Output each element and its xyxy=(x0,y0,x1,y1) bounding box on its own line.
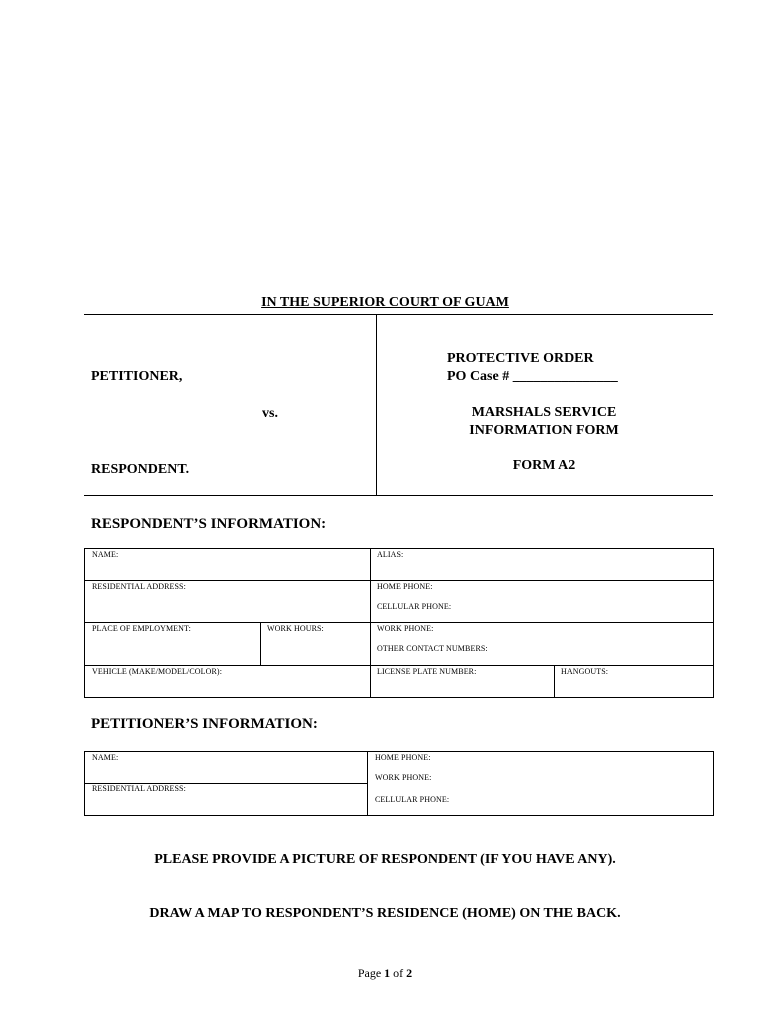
petitioner-work-phone-field[interactable] xyxy=(368,772,713,793)
respondent-employment-field[interactable] xyxy=(85,623,259,664)
form-code: FORM A2 xyxy=(512,458,576,473)
form-title-line-2: INFORMATION FORM xyxy=(469,423,619,438)
respondent-label: RESPONDENT. xyxy=(91,462,190,477)
petitioner-info-heading: PETITIONER’S INFORMATION: xyxy=(91,716,318,732)
respondent-cell-phone-label: CELLULAR PHONE: xyxy=(377,602,452,611)
form-title-line-1: MARSHALS SERVICE xyxy=(471,405,617,420)
petitioner-home-phone-field[interactable] xyxy=(368,752,713,772)
respondent-vehicle-label: VEHICLE (MAKE/MODEL/COLOR): xyxy=(92,667,223,676)
respondent-alias-label: ALIAS: xyxy=(377,550,404,559)
respondent-name-field[interactable] xyxy=(85,549,369,579)
respondent-work-phone-label: WORK PHONE: xyxy=(377,624,434,633)
respondent-hangouts-label: HANGOUTS: xyxy=(561,667,609,676)
respondent-cell-phone-field[interactable] xyxy=(371,601,713,621)
respondent-address-field[interactable] xyxy=(85,581,369,621)
petitioner-home-phone-label: HOME PHONE: xyxy=(375,753,431,762)
respondent-home-phone-label: HOME PHONE: xyxy=(377,582,433,591)
versus-label: vs. xyxy=(262,406,278,421)
respondent-work-hours-field[interactable] xyxy=(261,623,369,664)
respondent-vehicle-field[interactable] xyxy=(85,666,369,697)
petitioner-address-field[interactable] xyxy=(85,784,366,815)
page-number xyxy=(0,966,770,981)
order-title: PROTECTIVE ORDER xyxy=(447,351,594,366)
court-title: IN THE SUPERIOR COURT OF GUAM xyxy=(261,295,509,310)
respondent-license-plate-label: LICENSE PLATE NUMBER: xyxy=(377,667,477,676)
petitioner-name-label: NAME: xyxy=(92,753,119,762)
respondent-address-label: RESIDENTIAL ADDRESS: xyxy=(92,582,186,591)
petitioner-cell-phone-label: CELLULAR PHONE: xyxy=(375,795,450,804)
respondent-home-phone-field[interactable] xyxy=(371,581,713,601)
respondent-employment-label: PLACE OF EMPLOYMENT: xyxy=(92,624,191,633)
respondent-work-hours-label: WORK HOURS: xyxy=(267,624,324,633)
respondent-other-contact-label: OTHER CONTACT NUMBERS: xyxy=(377,644,488,653)
petitioner-name-field[interactable] xyxy=(85,752,366,782)
respondent-other-contact-field[interactable] xyxy=(371,643,713,664)
petitioner-address-label: RESIDENTIAL ADDRESS: xyxy=(92,784,186,793)
page-total: 2 xyxy=(406,966,413,980)
case-number-field[interactable]: PO Case # _______________ xyxy=(447,369,618,384)
picture-instruction: PLEASE PROVIDE A PICTURE OF RESPONDENT (IF YOU HAVE ANY). xyxy=(154,852,616,867)
page-word: Page xyxy=(357,966,382,980)
respondent-alias-field[interactable] xyxy=(371,549,713,579)
respondent-work-phone-field[interactable] xyxy=(371,623,713,643)
respondent-info-heading: RESPONDENT’S INFORMATION: xyxy=(91,516,327,532)
caption-bottom-rule xyxy=(84,495,713,496)
page-current: 1 xyxy=(384,966,391,980)
respondent-hangouts-field[interactable] xyxy=(555,666,713,697)
respondent-name-label: NAME: xyxy=(92,550,119,559)
petitioner-work-phone-label: WORK PHONE: xyxy=(375,773,432,782)
caption-top-rule xyxy=(84,314,713,315)
respondent-license-plate-field[interactable] xyxy=(371,666,553,697)
map-instruction: DRAW A MAP TO RESPONDENT’S RESIDENCE (HOME) ON THE BACK. xyxy=(149,906,621,921)
of-word: of xyxy=(393,966,404,980)
petitioner-label: PETITIONER, xyxy=(91,369,183,384)
petitioner-cell-phone-field[interactable] xyxy=(368,793,713,815)
caption-divider xyxy=(376,314,377,495)
